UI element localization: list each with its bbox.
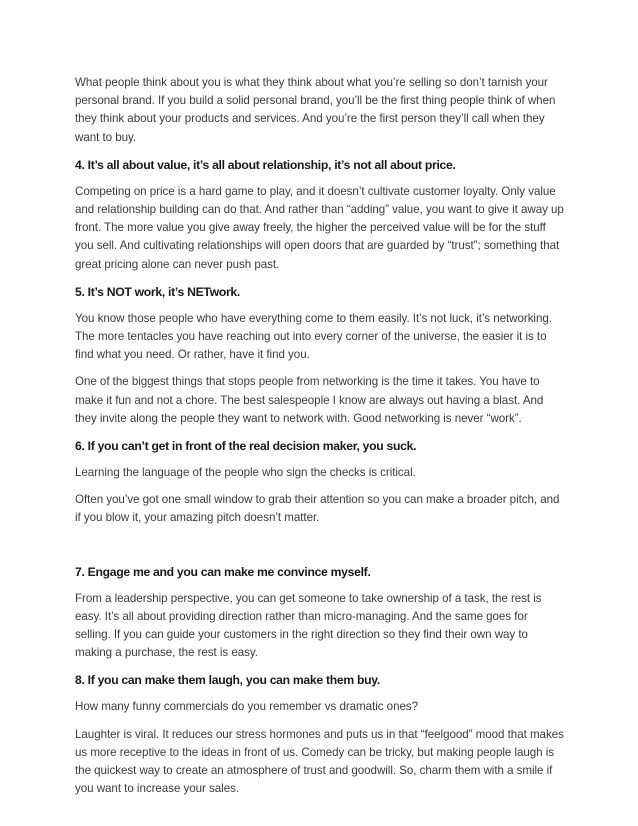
heading-5: 5. It’s NOT work, it’s NETwork. xyxy=(75,284,240,299)
paragraph-8a: How many funny commercials do you remember vs dramatic ones? xyxy=(75,700,419,714)
document-body xyxy=(75,74,565,807)
heading-6: 6. If you can’t get in front of the real decision maker, you suck. xyxy=(75,439,417,454)
paragraph-6b: Often you’ve got one small window to grab their attention so you can make a broader pitch, and if you blow it, your amazing pitch doesn’t matter. xyxy=(75,493,560,525)
paragraph-5a: You know those people who have everything come to them easily. It’s not luck, it’s networking. The more tentacles you have reaching out into every corner of the universe, the easier it is to find what you need. Or rather, have it find you. xyxy=(75,311,552,362)
spacer xyxy=(75,537,565,555)
paragraph-intro: What people think about you is what they think about what you’re selling so don’t tarnish your personal brand. If you build a solid personal brand, you’ll be the first thing people think of when they think about your products and services. And you’re the first person they’ll call when they want to buy. xyxy=(75,76,556,144)
paragraph-6a: Learning the language of the people who sign the checks is critical. xyxy=(75,466,416,480)
heading-8: 8. If you can make them laugh, you can make them buy. xyxy=(75,673,380,688)
heading-4: 4. It’s all about value, it’s all about relationship, it’s not all about price. xyxy=(75,157,456,172)
paragraph-7: From a leadership perspective, you can get someone to take ownership of a task, the rest is easy. It’s all about providing direction rather than micro-managing. And the same goes for selling. If you can guide your customers in the right direction so they find their own way to making a purchase, the rest is easy. xyxy=(75,591,542,660)
paragraph-8b: Laughter is viral. It reduces our stress hormones and puts us in that “feelgood” mood that makes us more receptive to the ideas in front of us. Comedy can be tricky, but making people laugh is the quickest way to create an atmosphere of trust and goodwill. So, charm them with a smile if you want to increase your sales. xyxy=(75,727,564,796)
paragraph-5b: One of the biggest things that stops people from networking is the time it takes. You have to make it fun and not a chore. The best salespeople I know are always out having a blast. And they invite along the people they want to network with. Good networking is never “work”. xyxy=(75,375,544,425)
heading-7: 7. Engage me and you can make me convince myself. xyxy=(75,564,371,579)
paragraph-4: Competing on price is a hard game to play, and it doesn’t cultivate customer loyalty. Only value and relationship building can do that. And rather than “adding” value, you want to give it away up front. The more value you give away freely, the higher the perceived value will be for the stuff you sell. And cultivating relationships will open doors that are guarded by “trust”; something that great pricing alone can never push past. xyxy=(75,184,564,271)
